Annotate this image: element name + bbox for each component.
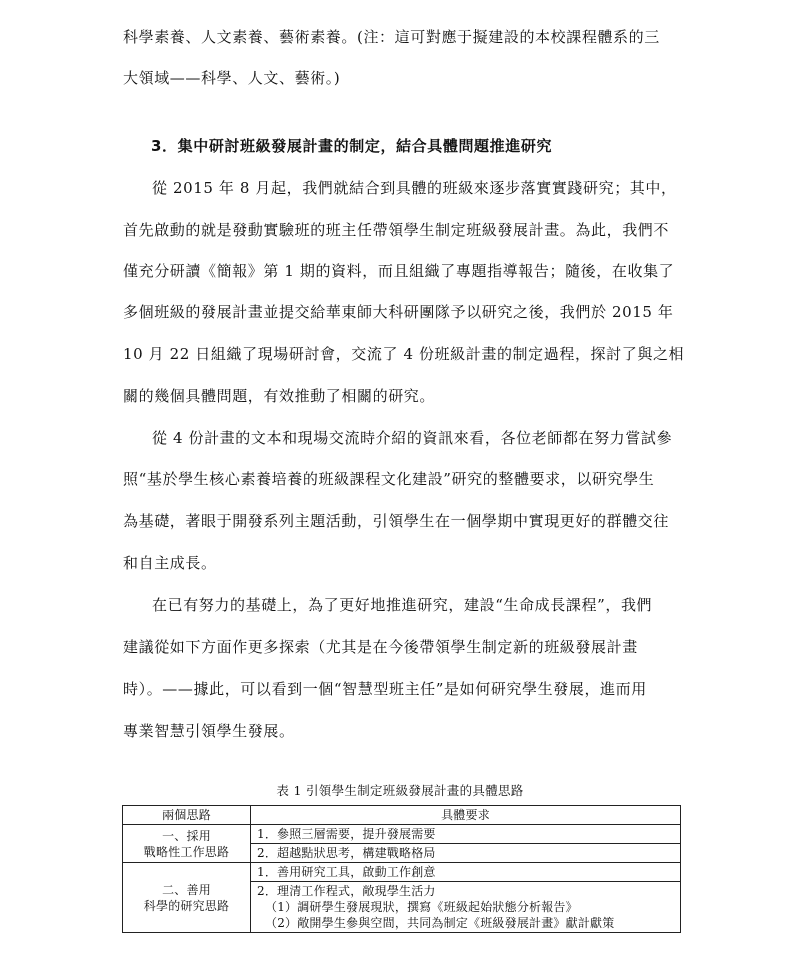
row1-path-cell bbox=[123, 825, 251, 863]
row2-requirement-1: 1．善用研究工具，啟動工作創意 bbox=[251, 863, 681, 882]
paragraph-1-line-5: 10 月 22 日組織了現場研討會，交流了 4 份班級計畫的制定過程，探討了與之相 bbox=[123, 345, 685, 363]
paragraph-3-line-1: 在已有努力的基礎上，為了更好地推進研究，建設“生命成長課程”，我們 bbox=[152, 596, 653, 614]
thinking-paths-table bbox=[122, 805, 681, 933]
row1-path-subtitle: 戰略性工作思路 bbox=[143, 844, 230, 859]
paragraph-1-line-4: 多個班級的發展計畫並提交給華東師大科研團隊予以研究之後，我們於 2015 年 bbox=[123, 303, 674, 321]
paragraph-1-line-1: 從 2015 年 8 月起，我們就結合到具體的班級來逐步落實實踐研究；其中， bbox=[152, 179, 677, 197]
paragraph-1-line-3: 僅充分研讀《簡報》第 1 期的資料，而且組織了專題指導報告；隨後，在收集了 bbox=[123, 262, 675, 280]
table-row bbox=[123, 825, 681, 844]
section-heading: 3．集中研討班級發展計畫的制定，結合具體問題推進研究 bbox=[151, 137, 553, 155]
row2-requirement-2: 2．理清工作程式，敞現學生活力 bbox=[257, 884, 436, 898]
row2-path-subtitle: 科學的研究思路 bbox=[143, 898, 230, 913]
paragraph-1-line-6: 關的幾個具體問題，有效推動了相關的研究。 bbox=[123, 387, 436, 405]
table-row bbox=[123, 863, 681, 882]
row2-requirement-2-cell bbox=[251, 882, 681, 933]
row1-path-title: 一、採用 bbox=[162, 828, 211, 843]
row2-requirement-2-sub-2: （2）敞開學生參與空間，共同為制定《班級發展計畫》獻計獻策 bbox=[265, 916, 615, 930]
intro-line-2: 大領域——科學、人文、藝術。) bbox=[123, 69, 341, 87]
row2-requirement-2-sub-1: （1）調研學生發展現狀，撰寫《班級起始狀態分析報告》 bbox=[265, 900, 578, 914]
paragraph-2-line-2: 照“基於學生核心素養培養的班級課程文化建設”研究的整體要求，以研究學生 bbox=[123, 470, 655, 488]
header-requirements: 具體要求 bbox=[251, 806, 681, 825]
row1-requirement-1: 1．參照三層需要，提升發展需要 bbox=[251, 825, 681, 844]
paragraph-3-line-4: 專業智慧引領學生發展。 bbox=[123, 722, 295, 740]
row2-path-title: 二、善用 bbox=[162, 882, 211, 897]
paragraph-3-line-2: 建議從如下方面作更多探索（尤其是在今後帶領學生制定新的班級發展計畫 bbox=[123, 638, 638, 656]
paragraph-3-line-3: 時）。——據此，可以看到一個“智慧型班主任”是如何研究學生發展，進而用 bbox=[123, 680, 647, 698]
table-header-row bbox=[123, 806, 681, 825]
table-caption: 表 1 引領學生制定班級發展計畫的具體思路 bbox=[276, 783, 524, 798]
paragraph-2-line-3: 為基礎，著眼于開發系列主題活動，引領學生在一個學期中實現更好的群體交往 bbox=[123, 512, 670, 530]
header-two-paths: 兩個思路 bbox=[123, 806, 251, 825]
paragraph-1-line-2: 首先啟動的就是發動實驗班的班主任帶領學生制定班級發展計畫。為此，我們不 bbox=[123, 221, 670, 239]
paragraph-2-line-1: 從 4 份計畫的文本和現場交流時介紹的資訊來看，各位老師都在努力嘗試參 bbox=[152, 429, 673, 447]
row2-path-cell bbox=[123, 863, 251, 933]
row1-requirement-2: 2．超越點狀思考，構建戰略格局 bbox=[251, 844, 681, 863]
intro-line-1: 科學素養、人文素養、藝術素養。(注：這可對應于擬建設的本校課程體系的三 bbox=[123, 28, 660, 46]
paragraph-2-line-4: 和自主成長。 bbox=[123, 554, 217, 572]
